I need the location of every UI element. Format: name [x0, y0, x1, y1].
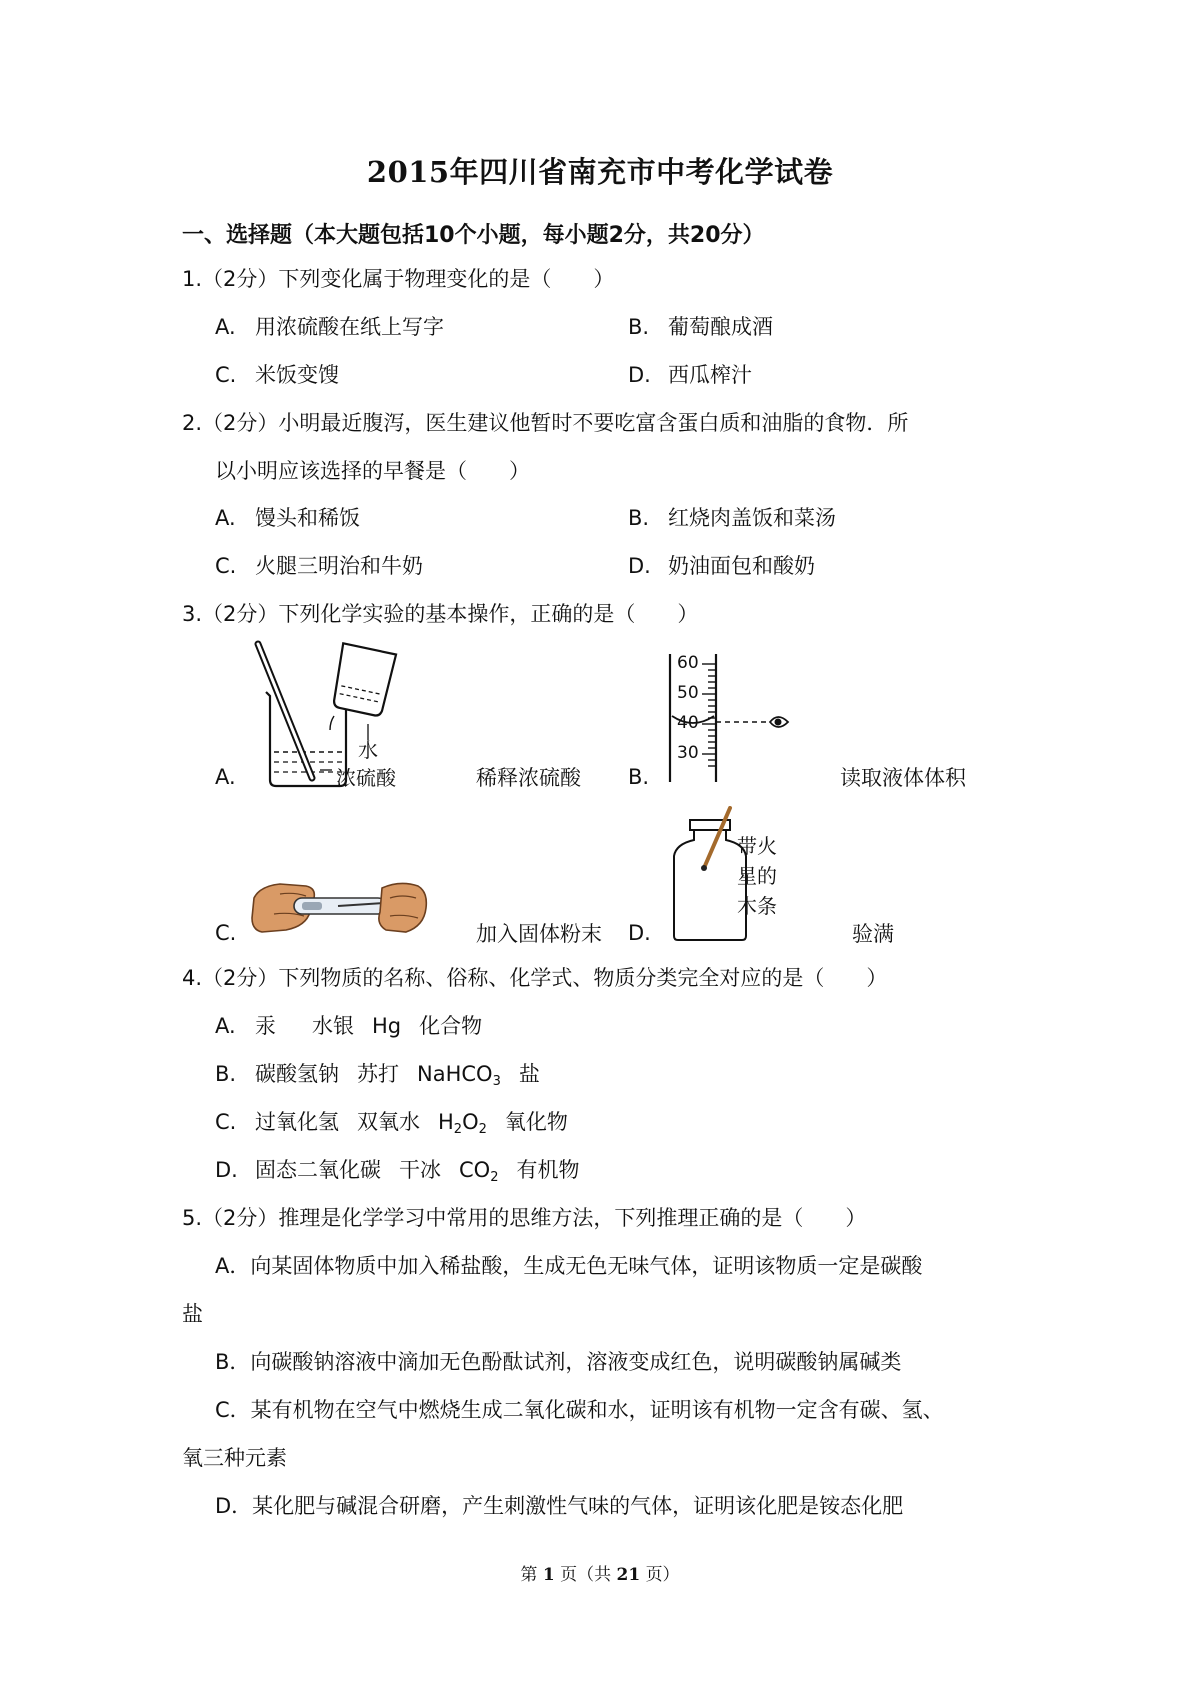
question-2-stem-line2: 以小明应该选择的早餐是（ ）: [215, 459, 530, 483]
tick-60: 60: [677, 653, 699, 673]
question-5-option-b[interactable]: B．向碳酸钠溶液中滴加无色酚酞试剂，溶液变成红色，说明碳酸钠属碱类: [215, 1350, 902, 1374]
caption-add-powder: 加入固体粉末: [476, 922, 602, 946]
page-title: 2015年四川省南充市中考化学试卷: [366, 155, 834, 189]
label-splint-2: 星的: [737, 864, 777, 888]
question-1-option-d[interactable]: D. 西瓜榨汁: [628, 363, 752, 387]
question-2-option-b[interactable]: B. 红烧肉盖饭和菜汤: [628, 506, 836, 530]
section-heading: 一、选择题（本大题包括10个小题，每小题2分，共20分）: [182, 223, 765, 248]
tick-30: 30: [677, 743, 699, 763]
question-3-option-d[interactable]: D.: [628, 921, 651, 945]
question-5-option-c[interactable]: C．某有机物在空气中燃烧生成二氧化碳和水，证明该有机物一定含有碳、氢、: [215, 1398, 944, 1422]
label-splint-1: 带火: [737, 834, 777, 858]
test-tube-hands-figure: [250, 868, 430, 948]
question-4-option-b[interactable]: B. 碳酸氢钠 苏打 NaHCO$_3$ 盐: [215, 1062, 540, 1089]
question-4-option-d[interactable]: D. 固态二氧化碳 干冰 $CO_2$ 有机物: [215, 1158, 580, 1185]
question-5-option-d[interactable]: D．某化肥与碱混合研磨，产生刺激性气味的气体，证明该化肥是铵态化肥: [215, 1494, 904, 1518]
question-3-option-b[interactable]: B.: [628, 765, 650, 789]
page-footer: 第 1 页（共 21 页）: [520, 1565, 680, 1585]
label-water: 水: [358, 738, 378, 762]
question-5-option-a[interactable]: A．向某固体物质中加入稀盐酸，生成无色无味气体，证明该物质一定是碳酸: [215, 1254, 923, 1278]
page-number: 1: [542, 1565, 555, 1585]
question-3-option-a[interactable]: A.: [215, 765, 236, 789]
question-3-option-c[interactable]: C.: [215, 921, 237, 945]
question-5-stem: 5.（2分）推理是化学学习中常用的思维方法，下列推理正确的是（ ）: [182, 1206, 867, 1230]
label-conc-acid: 浓硫酸: [336, 766, 396, 790]
question-4-option-a[interactable]: A. 汞 水银 Hg 化合物: [215, 1014, 483, 1038]
question-1-option-b[interactable]: B. 葡萄酿成酒: [628, 315, 773, 339]
question-2-option-d[interactable]: D. 奶油面包和酸奶: [628, 554, 815, 578]
question-3-stem: 3.（2分）下列化学实验的基本操作，正确的是（ ）: [182, 602, 699, 626]
question-2-stem-line1: 2.（2分）小明最近腹泻，医生建议他暂时不要吃富含蛋白质和油脂的食物．所: [182, 411, 909, 435]
question-5-option-c-cont: 氧三种元素: [182, 1446, 287, 1470]
caption-read-volume: 读取液体体积: [840, 766, 966, 790]
question-2-option-c[interactable]: C. 火腿三明治和牛奶: [215, 554, 423, 578]
question-1-stem: 1.（2分）下列变化属于物理变化的是（ ）: [182, 267, 615, 291]
tick-50: 50: [677, 683, 699, 703]
question-2-option-a[interactable]: A. 馒头和稀饭: [215, 506, 360, 530]
question-5-option-a-cont: 盐: [182, 1302, 203, 1326]
question-4-option-c[interactable]: C. 过氧化氢 双氧水 $H_2O_2$ 氧化物: [215, 1110, 568, 1137]
question-4-stem: 4.（2分）下列物质的名称、俗称、化学式、物质分类完全对应的是（ ）: [182, 966, 888, 990]
caption-check-full: 验满: [852, 922, 894, 946]
caption-dilute-acid: 稀释浓硫酸: [476, 766, 581, 790]
label-splint-3: 木条: [737, 894, 777, 918]
question-1-option-a[interactable]: A. 用浓硫酸在纸上写字: [215, 315, 444, 339]
tick-40: 40: [677, 713, 699, 733]
question-1-option-c[interactable]: C. 米饭变馊: [215, 363, 339, 387]
total-pages: 21: [616, 1565, 641, 1585]
